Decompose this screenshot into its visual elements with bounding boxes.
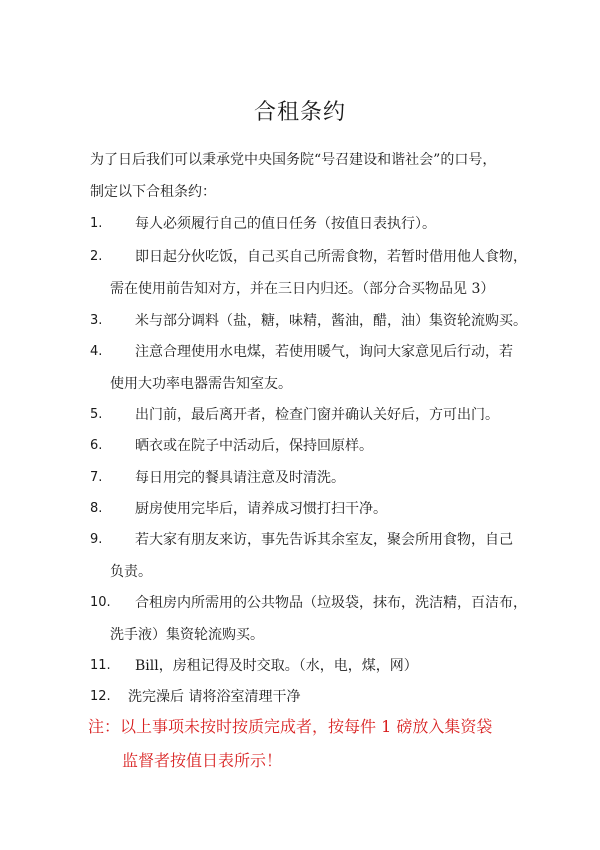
rule-text: 晒衣或在院子中活动后，保持回原样。: [135, 438, 373, 454]
rule-number: 4.: [90, 344, 103, 359]
rule-text: 每日用完的餐具请注意及时清洗。: [135, 470, 345, 486]
penalty-note-line-1: 注：以上事项未按时按质完成者，按每件 1 磅放入集资袋: [88, 717, 493, 736]
rule-text: 出门前，最后离开者，检查门窗并确认关好后，方可出门。: [135, 407, 499, 423]
rule-number: 3.: [90, 313, 103, 328]
rule-number: 11.: [90, 658, 111, 673]
rule-number: 6.: [90, 438, 103, 453]
rule-number: 2.: [90, 249, 103, 264]
rule-number: 10.: [90, 595, 111, 610]
rule-text: 洗完澡后 请将浴室清理干净: [128, 689, 301, 705]
document-title: 合租条约: [253, 100, 346, 125]
rule-text: 注意合理使用水电煤，若使用暖气，询问大家意见后行动，若: [135, 344, 513, 360]
intro-line-1: 为了日后我们可以秉承党中央国务院“号召建设和谐社会”的口号，: [90, 152, 497, 168]
rule-number: 7.: [90, 470, 103, 485]
rule-text: 米与部分调料（盐，糖，味精，酱油，醋，油）集资轮流购买。: [135, 313, 527, 329]
rule-number: 5.: [90, 407, 103, 422]
rule-text: 即日起分伙吃饭，自己买自己所需食物，若暂时借用他人食物，: [135, 249, 527, 265]
rule-text: 若大家有朋友来访，事先告诉其余室友，聚会所用食物，自己: [135, 532, 513, 548]
rule-text-continued: 使用大功率电器需告知室友。: [110, 376, 292, 392]
rule-text-continued: 负责。: [110, 564, 152, 580]
rule-text: Bill，房租记得及时交取。（水，电，煤，网）: [135, 658, 418, 674]
penalty-note-line-2: 监督者按值日表所示！: [122, 751, 283, 770]
rule-number: 9.: [90, 532, 103, 547]
rule-text-continued: 需在使用前告知对方，并在三日内归还。（部分合买物品见 3）: [110, 281, 495, 297]
rule-text-continued: 洗手液）集资轮流购买。: [110, 627, 264, 643]
rule-number: 8.: [90, 501, 103, 516]
rule-text: 合租房内所需用的公共物品（垃圾袋，抹布，洗洁精，百洁布，: [135, 595, 527, 611]
rule-number: 12.: [90, 689, 111, 704]
rule-text: 厨房使用完毕后，请养成习惯打扫干净。: [135, 501, 387, 517]
rule-text: 每人必须履行自己的值日任务（按值日表执行）。: [135, 216, 436, 232]
rule-number: 1.: [90, 216, 103, 231]
intro-line-2: 制定以下合租条约：: [90, 184, 216, 200]
